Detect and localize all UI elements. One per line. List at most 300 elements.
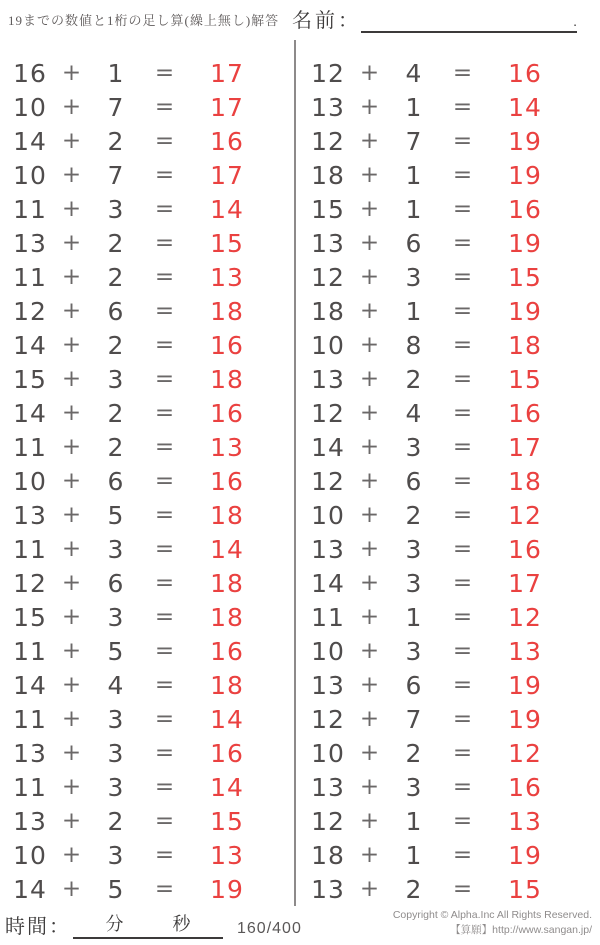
worksheet-title: 19までの数値と1桁の足し算(繰上無し)解答 — [8, 13, 280, 28]
operand-b: 2 — [107, 262, 125, 292]
operand-a: 13 — [311, 874, 345, 904]
equals-icon: = — [452, 94, 474, 120]
problem-row — [0, 600, 294, 634]
operand-b: 1 — [405, 92, 423, 122]
operand-b: 1 — [107, 58, 125, 88]
operand-a: 13 — [311, 772, 345, 802]
answer: 19 — [508, 228, 542, 258]
equals-icon: = — [154, 366, 176, 392]
answer: 16 — [508, 194, 542, 224]
problem-row — [0, 226, 294, 260]
equals-icon: = — [452, 774, 474, 800]
operand-b: 4 — [107, 670, 125, 700]
operand-b: 6 — [405, 466, 423, 496]
problem-row — [0, 702, 294, 736]
answer: 16 — [508, 398, 542, 428]
operand-a: 10 — [13, 466, 47, 496]
problem-row — [298, 702, 592, 736]
operand-b: 7 — [405, 126, 423, 156]
plus-icon: + — [61, 298, 83, 324]
operand-a: 11 — [13, 432, 47, 462]
problem-row — [298, 260, 592, 294]
answer: 16 — [210, 126, 244, 156]
plus-icon: + — [61, 60, 83, 86]
plus-icon: + — [61, 706, 83, 732]
problem-row — [0, 294, 294, 328]
plus-icon: + — [61, 536, 83, 562]
operand-a: 14 — [13, 126, 47, 156]
problem-row — [0, 668, 294, 702]
answer: 14 — [210, 772, 244, 802]
problem-row — [0, 498, 294, 532]
plus-icon: + — [359, 706, 381, 732]
operand-b: 1 — [405, 840, 423, 870]
operand-b: 6 — [107, 296, 125, 326]
plus-icon: + — [61, 196, 83, 222]
equals-icon: = — [154, 536, 176, 562]
operand-b: 4 — [405, 58, 423, 88]
operand-b: 3 — [107, 364, 125, 394]
operand-a: 10 — [13, 160, 47, 190]
name-input-line[interactable] — [361, 7, 577, 33]
name-label: 名前： — [292, 10, 361, 32]
equals-icon: = — [154, 672, 176, 698]
operand-b: 6 — [107, 568, 125, 598]
problem-row — [0, 56, 294, 90]
copyright-line2: 【算願】http://www.sangan.jp/ — [450, 924, 592, 937]
problem-row — [0, 158, 294, 192]
problem-row — [298, 566, 592, 600]
plus-icon: + — [61, 740, 83, 766]
plus-icon: + — [61, 230, 83, 256]
problem-row — [298, 600, 592, 634]
problem-row — [0, 566, 294, 600]
equals-icon: = — [452, 502, 474, 528]
operand-b: 7 — [107, 160, 125, 190]
operand-a: 10 — [311, 500, 345, 530]
plus-icon: + — [61, 502, 83, 528]
answer: 18 — [210, 296, 244, 326]
problem-row — [298, 736, 592, 770]
equals-icon: = — [452, 400, 474, 426]
answer: 19 — [210, 874, 244, 904]
equals-icon: = — [154, 808, 176, 834]
answer: 17 — [210, 58, 244, 88]
plus-icon: + — [61, 468, 83, 494]
plus-icon: + — [61, 366, 83, 392]
operand-b: 5 — [107, 500, 125, 530]
answer: 19 — [508, 126, 542, 156]
answer: 16 — [508, 772, 542, 802]
operand-a: 14 — [13, 330, 47, 360]
operand-b: 2 — [107, 330, 125, 360]
answer: 17 — [508, 568, 542, 598]
problem-row — [298, 804, 592, 838]
problem-row — [298, 634, 592, 668]
plus-icon: + — [359, 264, 381, 290]
equals-icon: = — [452, 162, 474, 188]
plus-icon: + — [61, 808, 83, 834]
equals-icon: = — [452, 672, 474, 698]
plus-icon: + — [359, 332, 381, 358]
operand-b: 3 — [405, 262, 423, 292]
equals-icon: = — [452, 332, 474, 358]
answer: 13 — [508, 806, 542, 836]
operand-a: 13 — [311, 534, 345, 564]
equals-icon: = — [154, 332, 176, 358]
equals-icon: = — [154, 876, 176, 902]
plus-icon: + — [359, 128, 381, 154]
operand-a: 18 — [311, 160, 345, 190]
equals-icon: = — [452, 604, 474, 630]
plus-icon: + — [359, 740, 381, 766]
minutes-label: 分 — [105, 914, 124, 934]
operand-a: 18 — [311, 840, 345, 870]
equals-icon: = — [452, 468, 474, 494]
equals-icon: = — [452, 706, 474, 732]
problem-row — [0, 736, 294, 770]
operand-b: 3 — [107, 772, 125, 802]
plus-icon: + — [359, 400, 381, 426]
problem-row — [298, 396, 592, 430]
operand-b: 2 — [405, 874, 423, 904]
problem-row — [298, 872, 592, 906]
plus-icon: + — [359, 502, 381, 528]
operand-a: 12 — [13, 568, 47, 598]
plus-icon: + — [359, 94, 381, 120]
answer: 14 — [210, 194, 244, 224]
answer: 12 — [508, 500, 542, 530]
operand-b: 2 — [107, 126, 125, 156]
problem-row — [298, 498, 592, 532]
problem-row — [0, 192, 294, 226]
plus-icon: + — [61, 570, 83, 596]
operand-a: 10 — [311, 738, 345, 768]
answer: 18 — [210, 500, 244, 530]
operand-b: 8 — [405, 330, 423, 360]
operand-b: 4 — [405, 398, 423, 428]
problem-row — [0, 804, 294, 838]
equals-icon: = — [154, 264, 176, 290]
equals-icon: = — [154, 706, 176, 732]
operand-a: 10 — [311, 636, 345, 666]
operand-b: 1 — [405, 602, 423, 632]
operand-a: 11 — [13, 262, 47, 292]
equals-icon: = — [452, 196, 474, 222]
problem-row — [0, 328, 294, 362]
problem-row — [298, 668, 592, 702]
operand-a: 13 — [13, 738, 47, 768]
operand-a: 12 — [311, 262, 345, 292]
operand-a: 15 — [13, 602, 47, 632]
problem-row — [0, 464, 294, 498]
operand-a: 11 — [13, 704, 47, 734]
answer: 13 — [210, 262, 244, 292]
plus-icon: + — [61, 94, 83, 120]
equals-icon: = — [452, 808, 474, 834]
plus-icon: + — [61, 264, 83, 290]
plus-icon: + — [61, 162, 83, 188]
plus-icon: + — [359, 604, 381, 630]
equals-icon: = — [452, 128, 474, 154]
answer: 17 — [210, 160, 244, 190]
problem-row — [298, 158, 592, 192]
operand-a: 11 — [13, 194, 47, 224]
equals-icon: = — [452, 638, 474, 664]
equals-icon: = — [452, 740, 474, 766]
equals-icon: = — [452, 298, 474, 324]
operand-a: 12 — [311, 806, 345, 836]
plus-icon: + — [359, 298, 381, 324]
plus-icon: + — [61, 876, 83, 902]
plus-icon: + — [359, 162, 381, 188]
answer: 13 — [210, 432, 244, 462]
problem-row — [298, 532, 592, 566]
plus-icon: + — [359, 366, 381, 392]
equals-icon: = — [154, 60, 176, 86]
problem-row — [298, 770, 592, 804]
equals-icon: = — [452, 536, 474, 562]
equals-icon: = — [154, 570, 176, 596]
answer: 18 — [210, 364, 244, 394]
answer: 17 — [508, 432, 542, 462]
plus-icon: + — [359, 672, 381, 698]
problem-row — [0, 532, 294, 566]
problem-row — [0, 260, 294, 294]
answer: 15 — [508, 262, 542, 292]
equals-icon: = — [452, 366, 474, 392]
name-line-period: . — [573, 13, 577, 29]
equals-icon: = — [452, 264, 474, 290]
operand-b: 3 — [107, 602, 125, 632]
equals-icon: = — [154, 434, 176, 460]
problems-column-right — [298, 56, 592, 906]
operand-b: 5 — [107, 636, 125, 666]
equals-icon: = — [154, 604, 176, 630]
problem-row — [0, 396, 294, 430]
answer: 19 — [508, 160, 542, 190]
plus-icon: + — [359, 468, 381, 494]
plus-icon: + — [359, 434, 381, 460]
plus-icon: + — [61, 842, 83, 868]
plus-icon: + — [359, 60, 381, 86]
operand-a: 11 — [13, 534, 47, 564]
operand-a: 12 — [311, 398, 345, 428]
operand-b: 3 — [405, 432, 423, 462]
operand-a: 15 — [311, 194, 345, 224]
operand-b: 3 — [405, 772, 423, 802]
answer: 18 — [508, 466, 542, 496]
operand-b: 3 — [107, 534, 125, 564]
time-label: 時間： — [5, 916, 71, 938]
operand-a: 11 — [311, 602, 345, 632]
operand-a: 14 — [13, 398, 47, 428]
problem-row — [298, 328, 592, 362]
operand-b: 3 — [107, 738, 125, 768]
answer: 15 — [508, 874, 542, 904]
plus-icon: + — [61, 400, 83, 426]
operand-a: 12 — [311, 466, 345, 496]
equals-icon: = — [452, 230, 474, 256]
operand-a: 13 — [311, 364, 345, 394]
answer: 18 — [210, 602, 244, 632]
page-number: 160/400 — [237, 920, 302, 937]
answer: 14 — [210, 704, 244, 734]
operand-b: 3 — [405, 636, 423, 666]
operand-b: 3 — [107, 194, 125, 224]
problem-row — [0, 362, 294, 396]
operand-a: 12 — [311, 58, 345, 88]
plus-icon: + — [359, 808, 381, 834]
operand-b: 7 — [405, 704, 423, 734]
problem-row — [0, 770, 294, 804]
equals-icon: = — [154, 128, 176, 154]
answer: 15 — [210, 806, 244, 836]
plus-icon: + — [61, 638, 83, 664]
plus-icon: + — [359, 570, 381, 596]
operand-b: 2 — [107, 228, 125, 258]
operand-b: 5 — [107, 874, 125, 904]
operand-b: 6 — [405, 670, 423, 700]
operand-b: 6 — [405, 228, 423, 258]
operand-a: 14 — [13, 874, 47, 904]
problem-row — [298, 90, 592, 124]
operand-a: 14 — [311, 568, 345, 598]
equals-icon: = — [154, 842, 176, 868]
answer: 19 — [508, 704, 542, 734]
equals-icon: = — [154, 400, 176, 426]
plus-icon: + — [359, 536, 381, 562]
plus-icon: + — [61, 128, 83, 154]
operand-b: 2 — [107, 432, 125, 462]
operand-a: 12 — [13, 296, 47, 326]
answer: 17 — [210, 92, 244, 122]
problem-row — [0, 872, 294, 906]
equals-icon: = — [154, 774, 176, 800]
problem-row — [0, 838, 294, 872]
plus-icon: + — [359, 774, 381, 800]
answer: 16 — [210, 398, 244, 428]
operand-b: 2 — [405, 364, 423, 394]
answer: 14 — [210, 534, 244, 564]
equals-icon: = — [154, 162, 176, 188]
operand-b: 7 — [107, 92, 125, 122]
answer: 16 — [210, 330, 244, 360]
seconds-label: 秒 — [172, 914, 191, 934]
equals-icon: = — [154, 298, 176, 324]
operand-a: 10 — [13, 840, 47, 870]
operand-b: 1 — [405, 296, 423, 326]
answer: 18 — [210, 670, 244, 700]
answer: 16 — [508, 534, 542, 564]
answer: 13 — [508, 636, 542, 666]
answer: 19 — [508, 840, 542, 870]
operand-a: 13 — [13, 500, 47, 530]
equals-icon: = — [154, 230, 176, 256]
operand-b: 1 — [405, 806, 423, 836]
operand-a: 14 — [311, 432, 345, 462]
operand-b: 3 — [405, 534, 423, 564]
problem-row — [298, 464, 592, 498]
operand-a: 15 — [13, 364, 47, 394]
equals-icon: = — [452, 570, 474, 596]
plus-icon: + — [61, 672, 83, 698]
operand-b: 3 — [107, 840, 125, 870]
answer: 16 — [508, 58, 542, 88]
plus-icon: + — [61, 774, 83, 800]
answer: 18 — [210, 568, 244, 598]
time-input-line[interactable] — [73, 910, 223, 939]
name-field — [292, 4, 577, 33]
equals-icon: = — [154, 468, 176, 494]
operand-a: 12 — [311, 126, 345, 156]
answer: 16 — [210, 636, 244, 666]
answer: 16 — [210, 738, 244, 768]
operand-a: 10 — [311, 330, 345, 360]
problem-row — [298, 56, 592, 90]
problem-row — [0, 124, 294, 158]
answer: 18 — [508, 330, 542, 360]
answer: 16 — [210, 466, 244, 496]
answer: 12 — [508, 602, 542, 632]
equals-icon: = — [154, 638, 176, 664]
operand-b: 2 — [405, 500, 423, 530]
problem-row — [298, 430, 592, 464]
problem-row — [0, 430, 294, 464]
operand-a: 13 — [13, 228, 47, 258]
problem-row — [0, 90, 294, 124]
operand-a: 13 — [311, 92, 345, 122]
equals-icon: = — [154, 196, 176, 222]
equals-icon: = — [154, 94, 176, 120]
operand-a: 14 — [13, 670, 47, 700]
problem-row — [298, 192, 592, 226]
operand-b: 6 — [107, 466, 125, 496]
plus-icon: + — [61, 332, 83, 358]
operand-a: 18 — [311, 296, 345, 326]
problems-column-left — [0, 56, 294, 906]
operand-b: 1 — [405, 194, 423, 224]
operand-b: 2 — [405, 738, 423, 768]
problem-row — [298, 124, 592, 158]
operand-b: 3 — [107, 704, 125, 734]
operand-b: 2 — [107, 806, 125, 836]
plus-icon: + — [359, 196, 381, 222]
operand-b: 3 — [405, 568, 423, 598]
problem-row — [0, 634, 294, 668]
operand-a: 13 — [311, 228, 345, 258]
operand-a: 10 — [13, 92, 47, 122]
equals-icon: = — [452, 876, 474, 902]
answer: 14 — [508, 92, 542, 122]
equals-icon: = — [452, 842, 474, 868]
operand-a: 13 — [311, 670, 345, 700]
operand-a: 12 — [311, 704, 345, 734]
plus-icon: + — [61, 604, 83, 630]
problem-row — [298, 838, 592, 872]
copyright-line1: Copyright © Alpha.Inc All Rights Reserved. — [392, 909, 592, 921]
equals-icon: = — [452, 434, 474, 460]
operand-a: 13 — [13, 806, 47, 836]
problem-row — [298, 294, 592, 328]
plus-icon: + — [61, 434, 83, 460]
column-divider — [294, 40, 296, 906]
equals-icon: = — [452, 60, 474, 86]
copyright — [393, 908, 592, 938]
plus-icon: + — [359, 876, 381, 902]
operand-b: 1 — [405, 160, 423, 190]
operand-a: 16 — [13, 58, 47, 88]
